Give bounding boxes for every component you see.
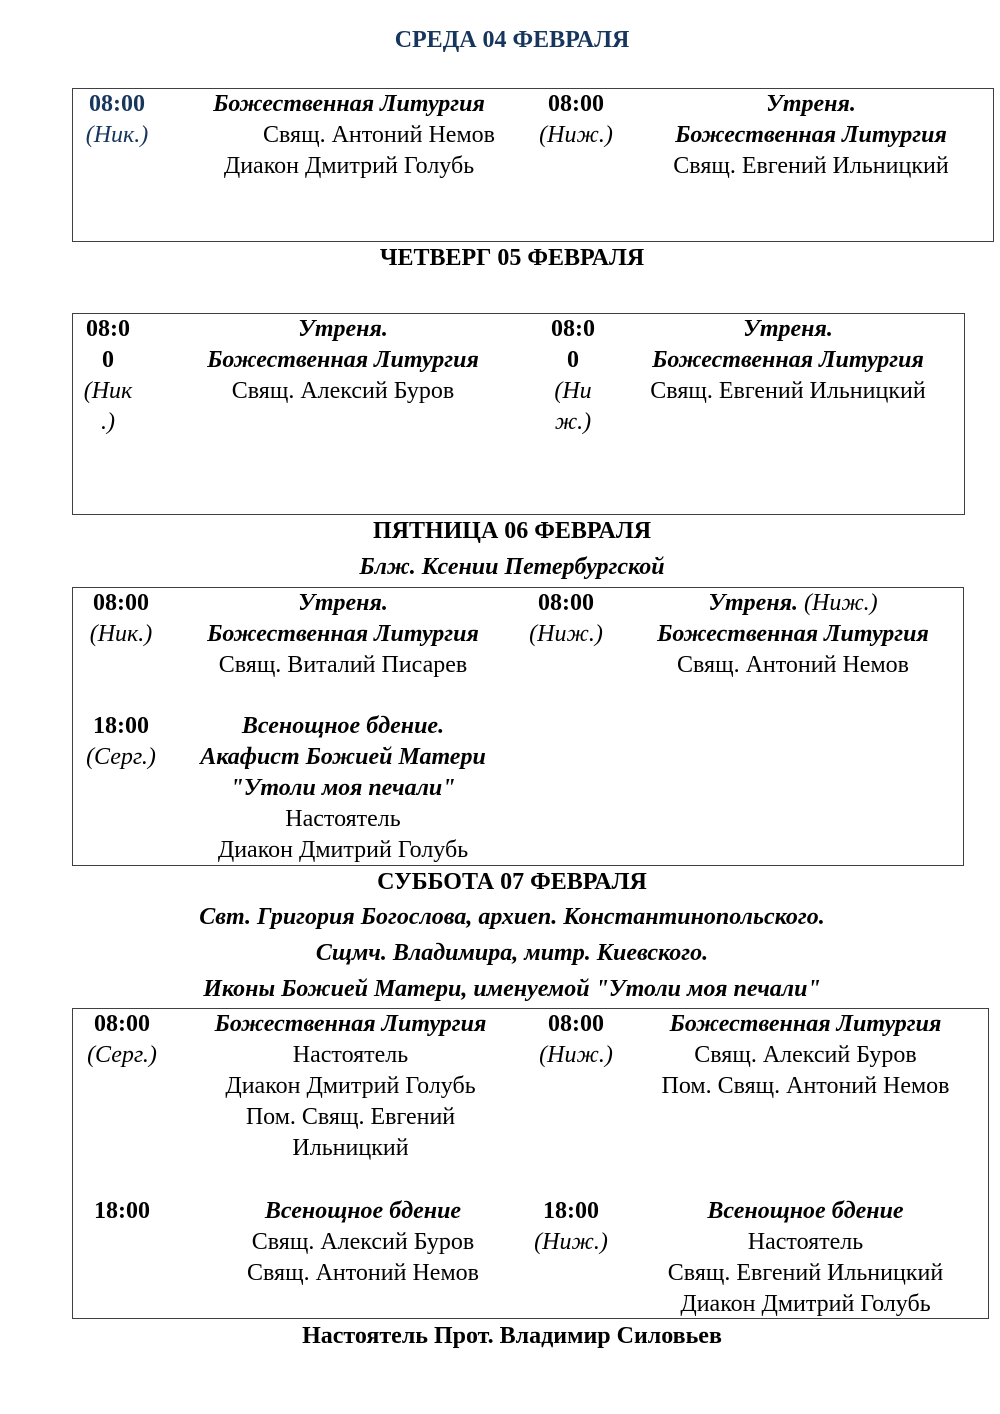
clergy-name: Свящ. Антоний Немов — [247, 1260, 479, 1286]
service-name: Всенощное бдение. — [241, 713, 445, 739]
church-label: (Ниж.) — [534, 1229, 608, 1255]
clergy-name: Диакон Дмитрий Голубь — [225, 1073, 476, 1099]
service-name: Божественная Литургия — [213, 91, 485, 117]
service-time: 08:00 — [548, 1011, 604, 1037]
service-time: 08:00 — [94, 1011, 150, 1037]
clergy-name: Ильницкий — [292, 1135, 409, 1161]
time-cell — [77, 588, 165, 650]
service-time: 08:00 — [89, 91, 145, 117]
service-cell — [188, 1009, 513, 1164]
church-label: (Ниж.) — [529, 621, 603, 647]
clergy-name: Свящ. Алексий Буров — [251, 1229, 475, 1255]
schedule-table — [72, 1008, 989, 1319]
service-time: 08:00 — [548, 91, 604, 117]
service-time: 18:00 — [94, 1198, 150, 1224]
clergy-name: Свящ. Антоний Немов — [263, 122, 495, 148]
clergy-name: Диакон Дмитрий Голубь — [217, 837, 469, 863]
service-name: Утреня. — [298, 590, 388, 616]
service-name: Божественная Литургия — [657, 621, 929, 647]
service-cell — [173, 711, 513, 866]
service-name: Утреня. — [766, 91, 856, 117]
time-cell — [77, 1196, 167, 1227]
day-title: СУББОТА 07 ФЕВРАЛЯ — [377, 869, 647, 895]
time-cell — [521, 588, 611, 650]
service-cell — [628, 588, 958, 681]
clergy-name: Свящ. Евгений Ильницкий — [667, 1260, 944, 1286]
church-label: (Ниж.) — [539, 1042, 613, 1068]
service-time: 18:00 — [543, 1198, 599, 1224]
church-label: (Ни — [554, 378, 592, 404]
clergy-name: Настоятель — [747, 1229, 864, 1255]
feast-subtitle: Сщмч. Владимира, митр. Киевского. — [315, 940, 709, 966]
service-cell — [173, 588, 513, 681]
time-cell — [531, 89, 621, 151]
clergy-name: Свящ. Евгений Ильницкий — [673, 153, 949, 179]
service-cell — [179, 89, 519, 182]
service-name: Всенощное бдение — [264, 1198, 462, 1224]
service-name: Божественная Литургия — [669, 1011, 942, 1037]
service-name — [628, 588, 958, 619]
service-name: Божественная Литургия — [652, 347, 924, 373]
time-cell — [526, 1196, 616, 1258]
clergy-name: Диакон Дмитрий Голубь — [223, 153, 475, 179]
service-name-text: Утреня. — [708, 590, 799, 616]
clergy-name: Настоятель — [285, 806, 401, 832]
service-time: 08:0 — [551, 316, 595, 342]
time-cell — [73, 314, 143, 438]
service-name: Божественная Литургия — [207, 621, 479, 647]
church-label: (Ниж.) — [539, 122, 613, 148]
service-time: 0 — [567, 347, 579, 373]
service-time: 08:00 — [93, 590, 149, 616]
clergy-name: Свящ. Алексий Буров — [231, 378, 455, 404]
feast-subtitle: Блж. Ксении Петербургской — [359, 554, 665, 580]
service-cell — [213, 1196, 513, 1289]
day-title: ПЯТНИЦА 06 ФЕВРАЛЯ — [372, 518, 652, 544]
service-cell — [651, 89, 971, 182]
clergy-name: Пом. Свящ. Антоний Немов — [661, 1073, 950, 1099]
feast-subtitle: Свт. Григория Богослова, архиеп. Константинопольского. — [199, 904, 825, 930]
clergy-name: Свящ. Евгений Ильницкий — [650, 378, 926, 404]
day-title: ЧЕТВЕРГ 05 ФЕВРАЛЯ — [379, 245, 645, 271]
time-cell — [77, 1009, 167, 1071]
church-label: ж.) — [554, 409, 592, 435]
clergy-name: Пом. Свящ. Евгений — [245, 1104, 456, 1130]
schedule-table — [72, 313, 965, 515]
church-note: (Ниж.) — [804, 590, 878, 616]
service-time: 08:0 — [86, 316, 130, 342]
service-name: "Утоли моя печали" — [230, 775, 456, 801]
service-cell — [638, 1009, 973, 1102]
church-label: (Ник.) — [89, 621, 153, 647]
service-time: 0 — [102, 347, 114, 373]
service-name: Акафист Божией Матери — [200, 744, 486, 770]
time-cell — [538, 314, 608, 438]
day-title: СРЕДА 04 ФЕВРАЛЯ — [394, 27, 630, 53]
clergy-name: Свящ. Антоний Немов — [677, 652, 909, 678]
schedule-table — [72, 88, 994, 242]
church-label: (Ник — [83, 378, 133, 404]
service-cell — [173, 314, 513, 407]
time-cell — [77, 711, 165, 773]
service-name: Всенощное бдение — [707, 1198, 904, 1224]
clergy-name: Настоятель — [292, 1042, 409, 1068]
church-label: .) — [101, 409, 115, 435]
service-name: Божественная Литургия — [207, 347, 479, 373]
service-name: Утреня. — [298, 316, 388, 342]
church-label: (Ник.) — [85, 122, 149, 148]
rector-signature: Настоятель Прот. Владимир Силовьев — [302, 1323, 722, 1349]
clergy-name: Свящ. Алексий Буров — [694, 1042, 917, 1068]
service-time: 18:00 — [93, 713, 149, 739]
clergy-name: Свящ. Виталий Писарев — [218, 652, 468, 678]
time-cell — [73, 89, 161, 151]
service-cell — [643, 1196, 968, 1320]
church-label: (Серг.) — [87, 1042, 157, 1068]
time-cell — [531, 1009, 621, 1071]
service-time: 08:00 — [538, 590, 594, 616]
service-name: Божественная Литургия — [214, 1011, 487, 1037]
service-name: Божественная Литургия — [675, 122, 947, 148]
schedule-table — [72, 587, 964, 866]
church-label: (Серг.) — [86, 744, 156, 770]
service-cell — [623, 314, 953, 407]
service-name: Утреня. — [743, 316, 833, 342]
clergy-name: Диакон Дмитрий Голубь — [680, 1291, 931, 1317]
feast-subtitle: Иконы Божией Матери, именуемой "Утоли моя печали" — [203, 976, 821, 1002]
